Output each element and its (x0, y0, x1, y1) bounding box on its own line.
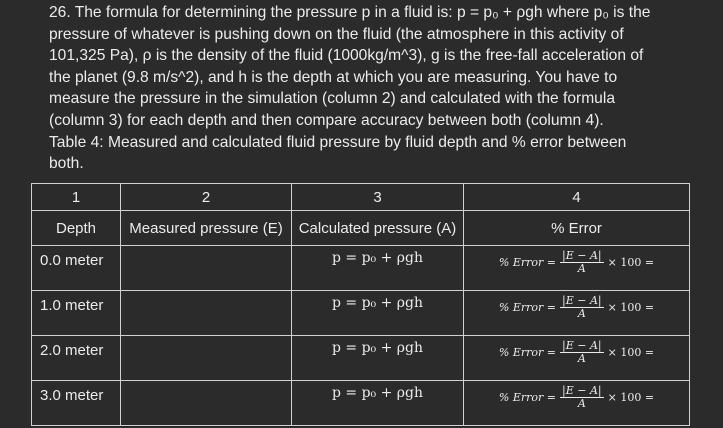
column-header-depth: Depth (32, 211, 121, 246)
calculated-formula: p = p₀ + ρgh (292, 291, 464, 336)
error-formula (464, 250, 689, 275)
error-label: % Error = (498, 301, 557, 314)
error-fraction (560, 340, 604, 365)
error-denominator: A (577, 262, 586, 275)
column-number: 4 (464, 184, 690, 211)
question-text (49, 2, 699, 175)
column-header-error: % Error (464, 211, 690, 246)
error-numerator: |E − A| (562, 294, 602, 307)
question-line: measure the pressure in the simulation (column 2) and calculated with the formula (49, 90, 615, 108)
error-tail: × 100 = (607, 256, 655, 269)
measured-cell[interactable] (121, 381, 292, 426)
error-tail: × 100 = (607, 391, 655, 404)
error-tail: × 100 = (607, 301, 655, 314)
error-formula-cell (464, 336, 690, 381)
calculated-formula: p = p₀ + ρgh (292, 381, 464, 426)
table-caption: both. (49, 155, 84, 173)
error-numerator: |E − A| (562, 384, 602, 397)
table-row (32, 246, 690, 291)
error-denominator: A (577, 352, 586, 365)
question-line: 101,325 Pa), ρ is the density of the fluid (1000kg/m^3), g is the free-fall acceleration of (49, 47, 644, 65)
depth-cell: 1.0 meter (32, 291, 121, 336)
error-numerator: |E − A| (562, 249, 602, 262)
table-caption: Table 4: Measured and calculated fluid pressure by fluid depth and % error between (49, 133, 627, 151)
error-formula (464, 385, 689, 410)
header-row (32, 211, 690, 246)
table-row (32, 381, 690, 426)
column-number-row (32, 184, 690, 211)
error-formula-cell (464, 246, 690, 291)
error-fraction (560, 295, 604, 320)
pressure-table (31, 183, 690, 426)
depth-cell: 3.0 meter (32, 381, 121, 426)
calculated-formula: p = p₀ + ρgh (292, 246, 464, 291)
depth-cell: 0.0 meter (32, 246, 121, 291)
measured-cell[interactable] (121, 246, 292, 291)
calculated-formula: p = p₀ + ρgh (292, 336, 464, 381)
question-line: the planet (9.8 m/s^2), and h is the depth at which you are measuring. You have to (49, 68, 618, 86)
error-formula (464, 340, 689, 365)
question-line: 26. The formula for determining the pressure p in a fluid is: p = p₀ + ρgh where p₀ is the (49, 4, 651, 21)
error-formula (464, 295, 689, 320)
error-fraction (560, 385, 604, 410)
error-numerator: |E − A| (562, 339, 602, 352)
error-label: % Error = (498, 391, 557, 404)
table-row (32, 291, 690, 336)
error-fraction (560, 250, 604, 275)
error-denominator: A (577, 307, 586, 320)
error-tail: × 100 = (607, 346, 655, 359)
error-denominator: A (577, 397, 586, 410)
depth-cell: 2.0 meter (32, 336, 121, 381)
error-formula-cell (464, 381, 690, 426)
column-number: 2 (121, 184, 292, 211)
error-label: % Error = (498, 256, 557, 269)
column-number: 1 (32, 184, 121, 211)
measured-cell[interactable] (121, 291, 292, 336)
question-line: pressure of whatever is pushing down on the fluid (the atmosphere in this activity of (49, 25, 624, 43)
column-number: 3 (292, 184, 464, 211)
column-header-calculated: Calculated pressure (A) (292, 211, 464, 246)
error-label: % Error = (498, 346, 557, 359)
table-row (32, 336, 690, 381)
column-header-measured: Measured pressure (E) (121, 211, 292, 246)
error-formula-cell (464, 291, 690, 336)
question-line: (column 3) for each depth and then compare accuracy between both (column 4). (49, 111, 604, 129)
measured-cell[interactable] (121, 336, 292, 381)
